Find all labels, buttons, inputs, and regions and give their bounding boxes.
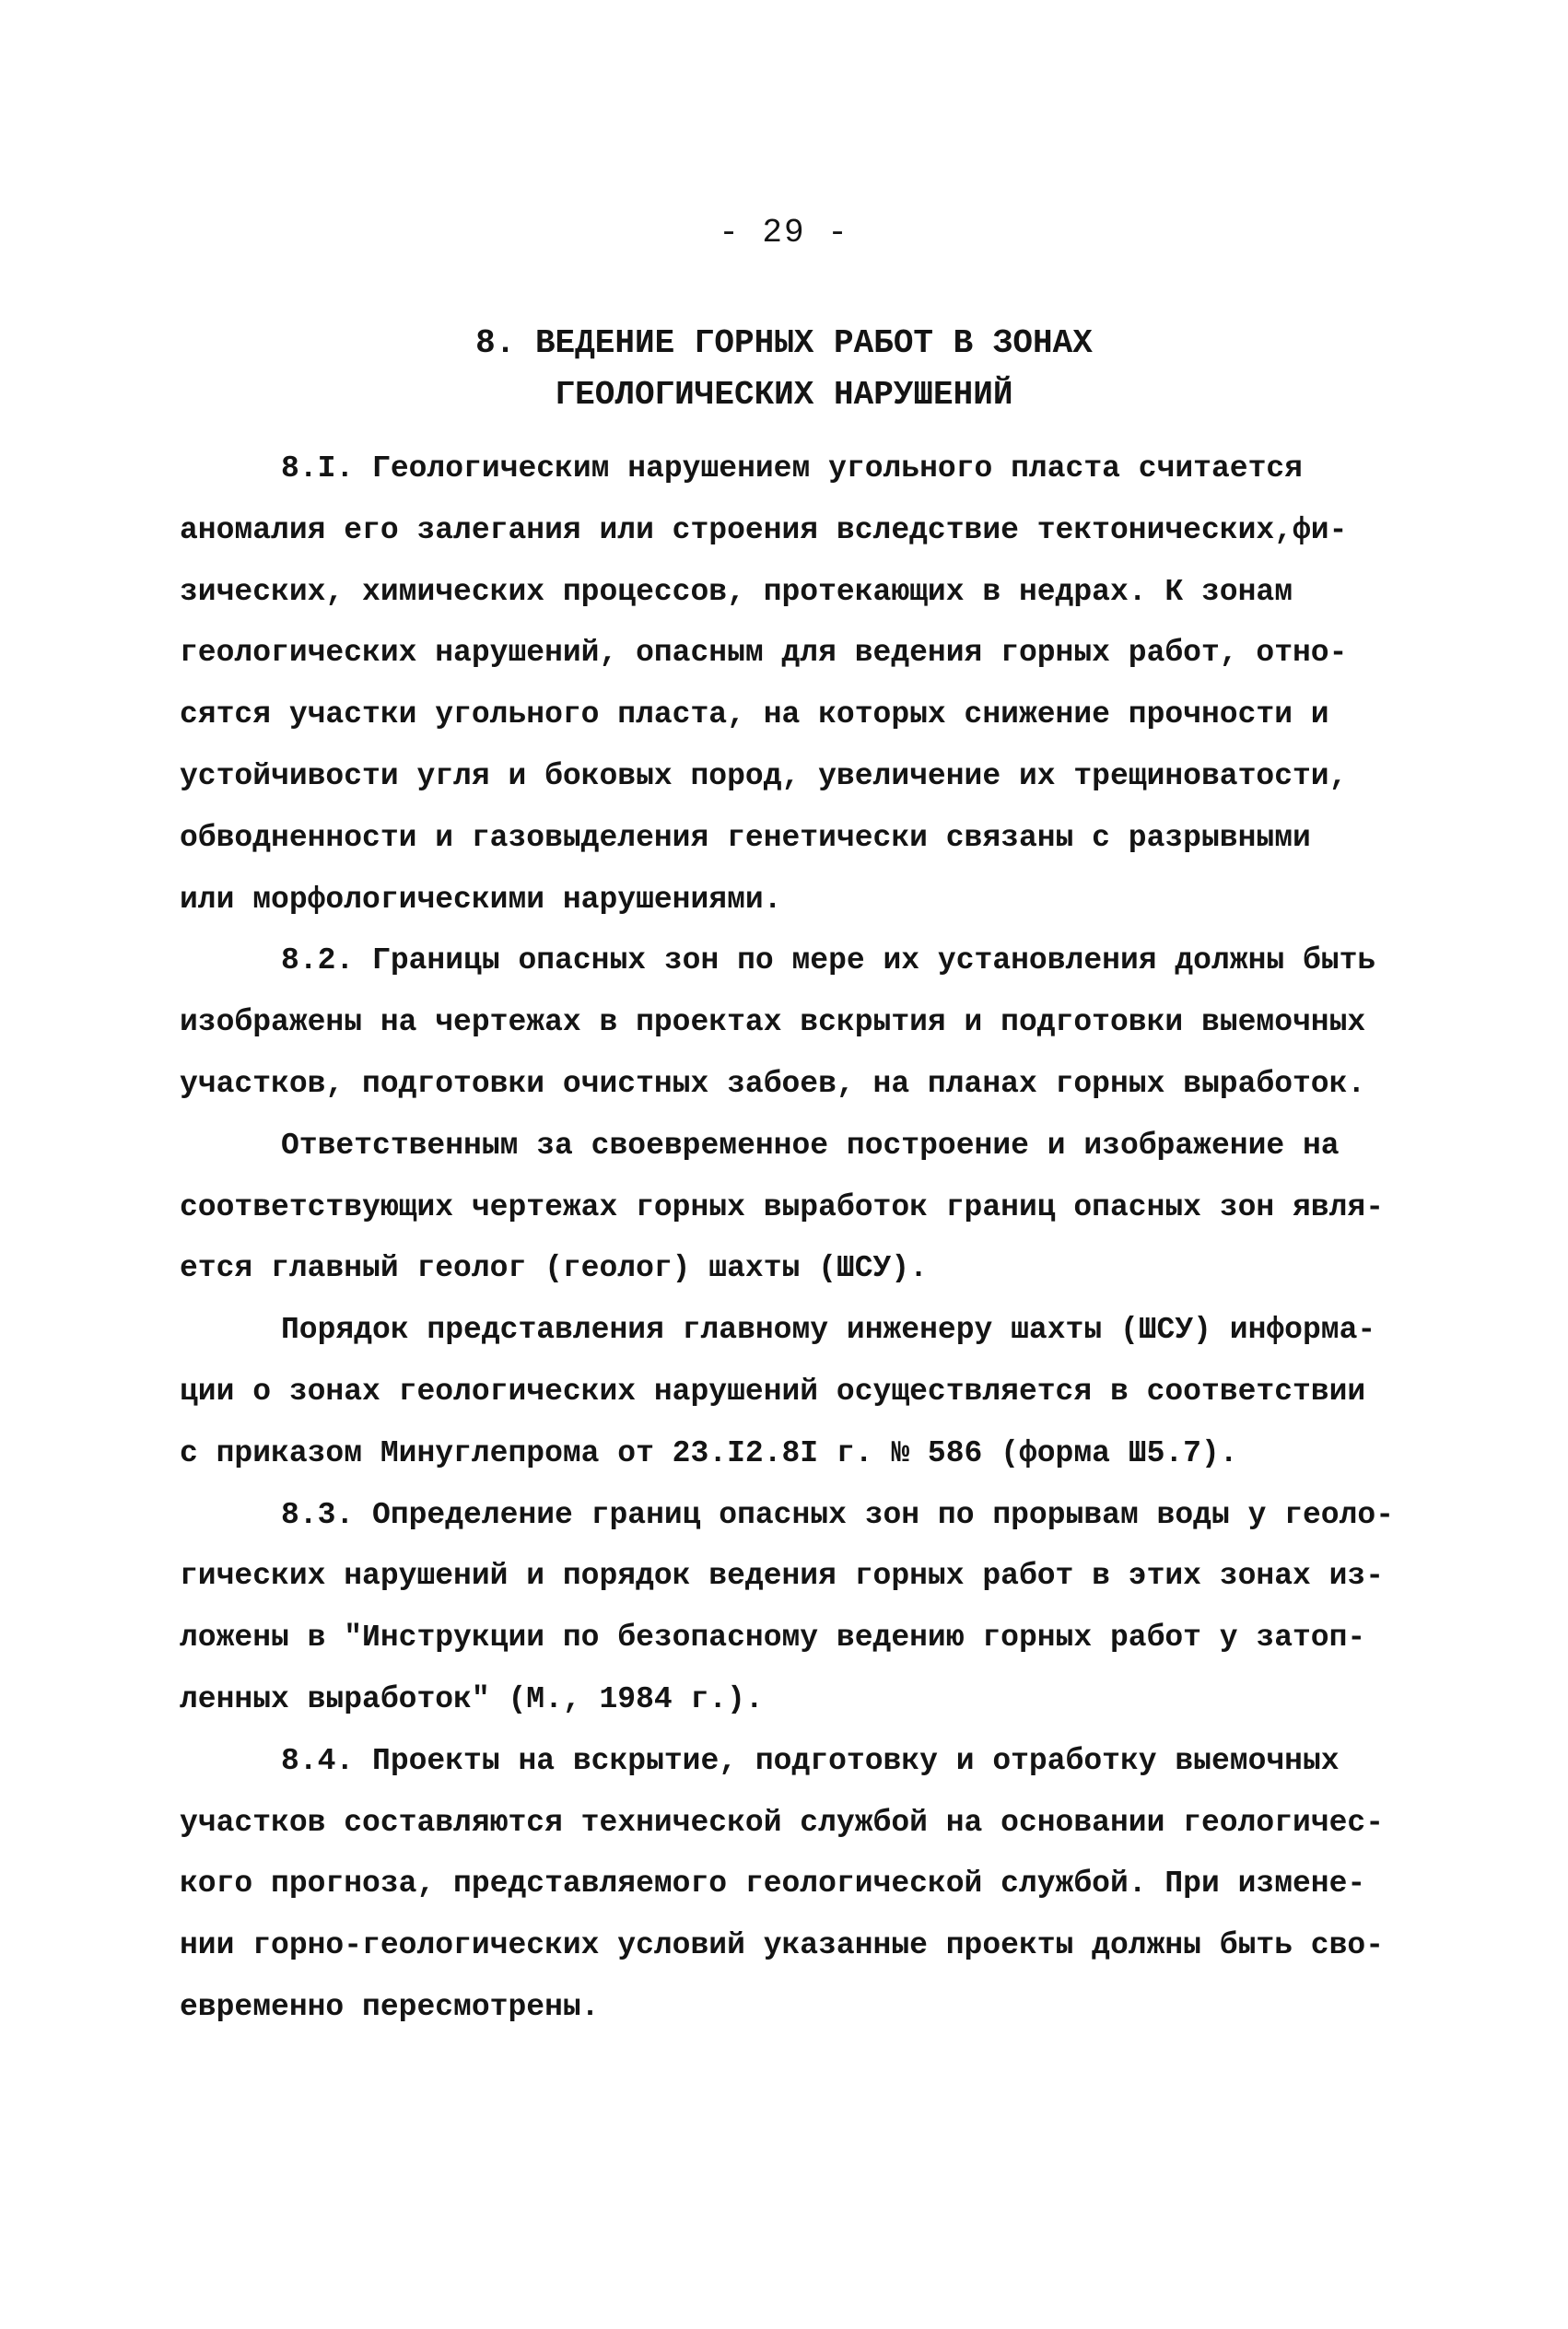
text-line: 8.3. Определение границ опасных зон по прорывам воды у геоло- <box>281 1497 1394 1532</box>
text-line: ется главный геолог (геолог) шахты (ШСУ). <box>180 1251 928 1286</box>
body-text <box>180 439 1442 2039</box>
text-line: обводненности и газовыделения генетически связаны с разрывными <box>180 820 1311 855</box>
text-line: участков, подготовки очистных забоев, на планах горных выработок. <box>180 1066 1366 1101</box>
text-line: ции о зонах геологических нарушений осуществляется в соответствии <box>180 1374 1366 1409</box>
text-line: с приказом Минуглепрома от 23.I2.8I г. № 586 (форма Ш5.7). <box>180 1435 1238 1470</box>
text-line: устойчивости угля и боковых пород, увеличение их трещиноватости, <box>180 758 1348 793</box>
text-line: ленных выработок" (М., 1984 г.). <box>180 1681 764 1716</box>
text-line: или морфологическими нарушениями. <box>180 882 782 917</box>
text-line: 8.2. Границы опасных зон по мере их установления должны быть <box>281 943 1376 978</box>
text-line: 8.4. Проекты на вскрытие, подготовку и отработку выемочных <box>281 1743 1340 1778</box>
text-line: Ответственным за своевременное построение и изображение на <box>281 1128 1340 1163</box>
text-line: зических, химических процессов, протекающих в недрах. К зонам <box>180 574 1293 609</box>
text-line: аномалия его залегания или строения вследствие тектонических,фи- <box>180 512 1348 547</box>
text-line: кого прогноза, представляемого геологической службой. При измене- <box>180 1867 1366 1902</box>
text-line: гических нарушений и порядок ведения горных работ в этих зонах из- <box>180 1559 1385 1594</box>
text-line: участков составляются технической службой на основании геологичес- <box>180 1805 1385 1840</box>
text-line: нии горно-геологических условий указанные проекты должны быть сво- <box>180 1928 1385 1963</box>
section-title-line-1: 8. ВЕДЕНИЕ ГОРНЫХ РАБОТ В ЗОНАХ <box>475 324 1093 362</box>
section-title-line-2: ГЕОЛОГИЧЕСКИХ НАРУШЕНИЙ <box>555 376 1013 414</box>
text-line: 8.I. Геологическим нарушением угольного пласта считается <box>281 451 1303 486</box>
text-line: ложены в "Инструкции по безопасному ведению горных работ у затоп- <box>180 1621 1366 1656</box>
text-line: геологических нарушений, опасным для ведения горных работ, отно- <box>180 636 1348 671</box>
text-line: Порядок представления главному инженеру шахты (ШСУ) информа- <box>281 1313 1376 1348</box>
text-line: сятся участки угольного пласта, на которых снижение прочности и <box>180 697 1329 732</box>
text-line: евременно пересмотрены. <box>180 1989 600 2024</box>
page-number: - 29 - <box>719 214 849 252</box>
text-line: соответствующих чертежах горных выработок границ опасных зон явля- <box>180 1189 1385 1224</box>
text-line: изображены на чертежах в проектах вскрытия и подготовки выемочных <box>180 1005 1366 1040</box>
